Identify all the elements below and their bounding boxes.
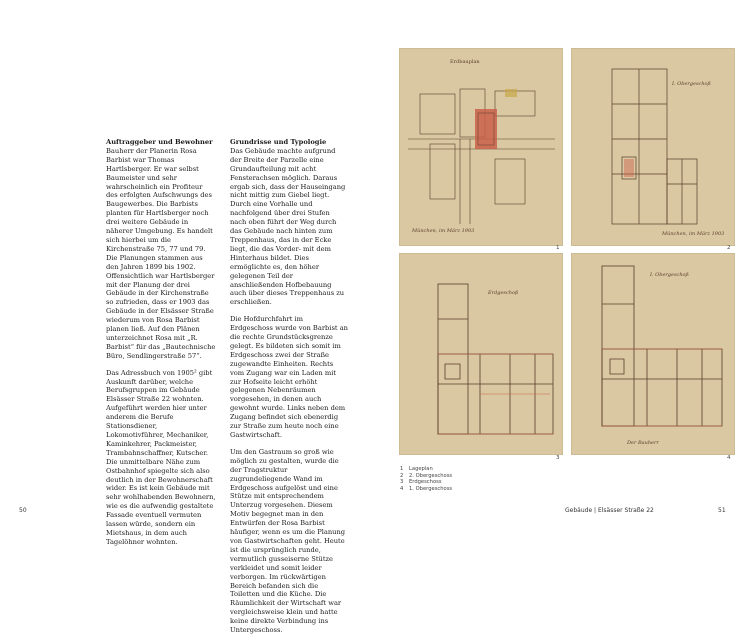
figure-number: 4 [727,455,731,461]
caption-row: 4 1. Obergeschoss [400,485,453,492]
body-paragraph: Die Hofdurchfahrt im Erdgeschoss wurde von Barbist an die rechte Grundstücksgrenze gelegt. Es bildeten sich somit im Erdgeschoss zwei der Straße zugewandte Einheiten. Rechts vom Zugang war ein Laden mit zur Hofseite leicht erhöht gelegenen Nebenräumen vorgesehen, in denen auch gewohnt wurde. Links neben dem Zugang befindet sich ebenerdig zur Straße zum heute noch eine Gastwirtschaft. [230,315,348,439]
figure-number: 3 [556,455,560,461]
caption-row: 2 2. Obergeschoss [400,472,453,479]
figure-number: 2 [727,245,731,251]
drawing-signature: Der Bauherr [627,440,659,446]
floor-plan-drawing [571,253,735,455]
floor-plan-drawing [571,48,735,246]
drawing-title: Erdbauplan [450,59,480,65]
section-heading: Grundrisse und Typologie [230,138,327,146]
site-plan-drawing [399,48,563,246]
text-column-left [106,138,216,555]
caption-row: 3 Erdgeschoss [400,479,442,486]
floor-plan-drawing [399,253,563,455]
body-paragraph: Das Adressbuch von 1905² gibt Auskunft darüber, welche Berufsgruppen im Gebäude Elsässer Straße 22 wohnten. Aufgeführt werden hier unter anderem die Berufe Stationsdiener, Lokomotivführer, Mechaniker, Kaminkehrer, Packmeister, Trambahnschaffner, Kutscher. Die unmittelbare Nähe zum Ostbahnhof spiegelte sich also deutlich in der Bewohnerschaft wider. Es ist kein Gebäude mit sehr wohlhabenden Bewohnern, wie es die aufwendig gestaltete Fassade eventuell vermuten lassen würde, sondern ein Mietshaus, in dem auch Tagelöhner wohnten. [106,368,216,546]
page-number-left: 50 [19,507,27,514]
drawing-signature: München, im März 1903 [662,231,725,237]
drawing-title: Erdgeschoß [488,290,519,296]
site-plan-sketch [400,49,562,245]
body-paragraph: Um den Gastraum so groß wie möglich zu gestalten, wurde die der Tragstruktur zugrundeliegende Wand im Erdgeschoss aufgelöst und eine Stütze mit entsprechendem Unterzug vorgesehen. Diesem Motiv begegnet man in den Entwürfen der Rosa Barbist häufiger, wenn es um die Planung von Gastwirtschaften geht. Heute ist die ursprünglich runde, vermutlich gusseiserne Stütze verkleidet und somit leider verborgen. Im rückwärtigen Bereich befanden sich die Toiletten und die Küche. Die Räumlichkeit der Wirtschaft war vergleichsweise klein und hatte keine direkte Verbindung ins Untergeschoss. [230,447,346,635]
section-heading: Auftraggeber und Bewohner [106,138,213,146]
running-head: Gebäude | Elsässer Straße 22 [565,507,654,514]
page-number-right: 51 [718,507,726,514]
figure-captions [400,466,452,492]
text-column-right [230,138,348,643]
drawing-title: I. Obergeschoß [672,81,711,87]
body-paragraph: Das Gebäude machte aufgrund der Breite der Parzelle eine Grundaufteilung mit acht Fensterachsen möglich. Daraus ergab sich, dass der Hauseingang nicht mittig zum Giebel liegt. Durch eine Vorhalle und nachfolgend über drei Stufen nach oben führt der Weg durch das Gebäude nach hinten zum Treppenhaus, das in der Ecke liegt, die das Vorder- mit dem Hinterhaus bildet. Dies ermöglichte es, den höher gelegenen Teil der anschließenden Hofbebauung auch über dieses Treppenhaus zu erschließen. [230,146,346,307]
drawing-signature: München, im März 1903 [412,228,475,234]
caption-row: 1 Lageplan [400,466,433,472]
body-paragraph: Bauherr der Planerin Rosa Barbist war Thomas Hartlsberger. Er war selbst Baumeister und sehr wahrscheinlich ein Profiteur des erfolgten Aufschwungs des Baugewerbes. Die Barbists planten für Hartlsberger noch drei weitere Gebäude in näherer Umgebung. Es handelt sich hierbei um die Kirchenstraße 75, 77 und 79. Die Planungen stammen aus den Jahren 1899 bis 1902. Offensichtlich war Hartlsberger mit der Planung der drei Gebäude in der Kirchenstraße so zufrieden, dass er 1903 das Gebäude in der Elsässer Straße wiederum von Rosa Barbist planen ließ. Auf den Plänen unterzeichnet Rosa mit „R. Barbist“ für das „Bautechnische Büro, Sendlingerstraße 57“. [106,146,216,360]
drawing-title: I. Obergeschoß [650,272,689,278]
figure-number: 1 [556,245,560,251]
